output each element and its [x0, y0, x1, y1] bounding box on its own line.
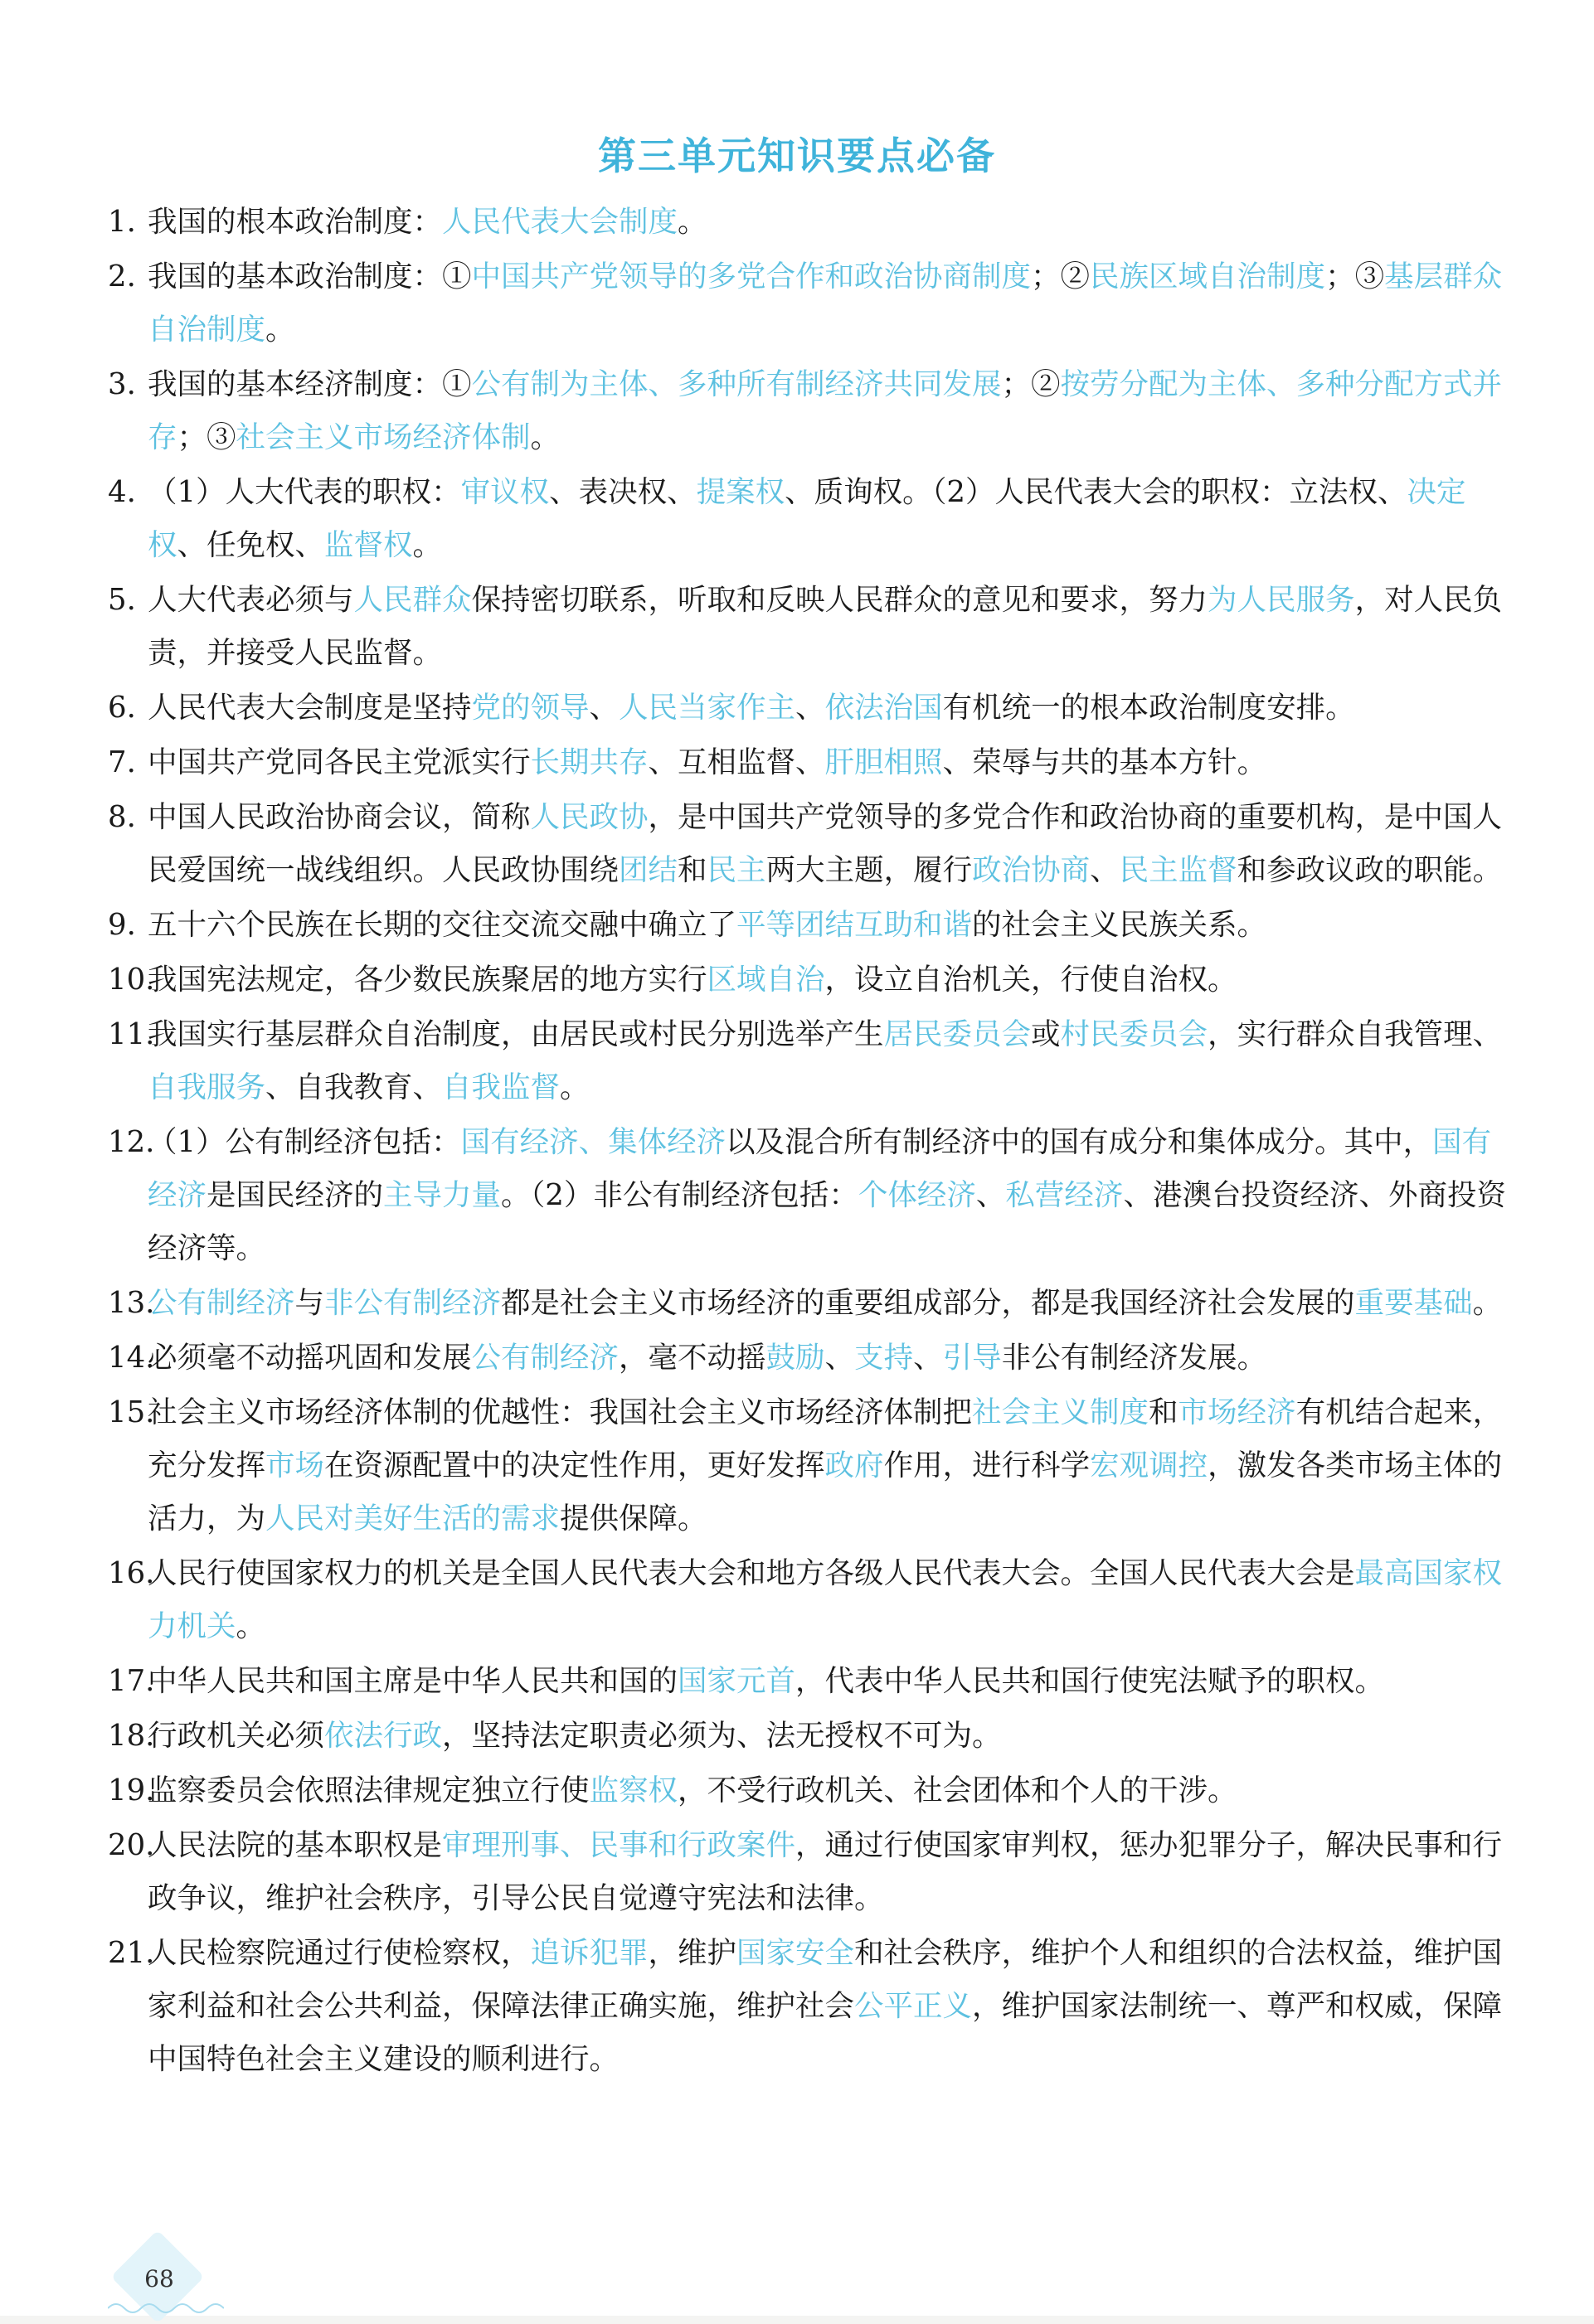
item-text — [148, 196, 1518, 249]
text-segment: 都是社会主义市场经济的重要组成部分，都是我国经济社会发展的 — [501, 1286, 1355, 1320]
text-segment: ，激发各类市场主体的活力，为 — [148, 1448, 1503, 1536]
answer-text: 人民代表大会制度 — [442, 205, 678, 239]
text-segment: 有机统一的根本政治制度安排。 — [942, 691, 1355, 725]
text-segment: 、 — [913, 1341, 943, 1375]
text-segment: 人民代表大会制度是坚持 — [148, 691, 472, 725]
answer-text: 审议权 — [460, 475, 550, 509]
text-segment: 中华人民共和国主席是中华人民共和国的 — [148, 1664, 678, 1698]
answer-text: 国家安全 — [736, 1936, 855, 1970]
item-text — [148, 1764, 1518, 1817]
text-segment: 、互相监督、 — [648, 745, 825, 779]
text-segment: 监察委员会依照法律规定独立行使 — [148, 1773, 590, 1807]
text-segment: ，实行群众自我管理、 — [1208, 1017, 1503, 1051]
answer-text: 公有制经济 — [471, 1341, 620, 1375]
answer-text: 居民委员会 — [883, 1017, 1032, 1051]
item-number: 19. — [108, 1773, 155, 1807]
answer-text: 市场经济 — [1178, 1395, 1296, 1429]
text-segment: 、荣辱与共的基本方针。 — [942, 745, 1267, 779]
text-segment: 和社会秩序，维护个人和组织的合法权益，维护国家利益和社会公共利益，保障法律正确实施，维护社会 — [148, 1936, 1503, 2023]
answer-text: 平等团结互助和谐 — [736, 908, 973, 942]
answer-text: 引导 — [942, 1341, 1002, 1375]
text-segment: 我国实行基层群众自治制度，由居民或村民分别选举产生 — [148, 1017, 884, 1051]
item-number: 3. — [108, 367, 136, 401]
list-item — [108, 358, 1518, 464]
item-number: 17. — [108, 1664, 155, 1698]
answer-text: 村民委员会 — [1060, 1017, 1208, 1051]
list-item — [108, 682, 1518, 735]
text-segment: 人民行使国家权力的机关是全国人民代表大会和地方各级人民代表大会。全国人民代表大会是 — [148, 1556, 1355, 1590]
list-item — [108, 1116, 1518, 1275]
list-item — [108, 1008, 1518, 1114]
list-item — [108, 953, 1518, 1007]
list-item — [108, 1710, 1518, 1763]
text-segment: 两大主题，履行 — [765, 853, 973, 887]
text-segment: 。 — [560, 1070, 590, 1104]
answer-text: 人民对美好生活的需求 — [265, 1502, 561, 1536]
list-item — [108, 1332, 1518, 1385]
decorative-wave-icon — [108, 2297, 224, 2313]
text-segment: 、 — [795, 691, 825, 725]
answer-text: 中国共产党领导的多党合作和政治协商制度 — [471, 260, 1032, 294]
item-number: 20. — [108, 1828, 155, 1862]
text-segment: ；② — [1001, 367, 1061, 401]
item-text — [148, 1386, 1518, 1545]
text-segment: ，维护国家法制统一、尊严和权威，保障中国特色社会主义建设的顺利进行。 — [148, 1989, 1503, 2076]
text-segment: 保持密切联系，听取和反映人民群众的意见和要求，努力 — [471, 583, 1208, 617]
item-text — [148, 953, 1518, 1007]
item-number: 7. — [108, 745, 136, 779]
item-number: 6. — [108, 691, 136, 725]
item-text — [148, 1710, 1518, 1763]
answer-text: 长期共存 — [530, 745, 649, 779]
text-segment: 、质询权。（2）人民代表大会的职权：立法权、 — [785, 475, 1407, 509]
text-segment: 作用，进行科学 — [883, 1448, 1091, 1482]
text-segment: 以及混合所有制经济中的国有成分和集体成分。其中， — [726, 1125, 1433, 1159]
item-text — [148, 466, 1518, 572]
answer-text: 基层群众自治制度 — [148, 260, 1503, 347]
text-segment: 我国的基本经济制度：① — [148, 367, 472, 401]
answer-text: 审理刑事、民事和行政案件 — [442, 1828, 796, 1862]
text-segment: ，通过行使国家审判权，惩办犯罪分子，解决民事和行政争议，维护社会秩序，引导公民自觉遵守宪法和法律。 — [148, 1828, 1503, 1915]
text-segment: 。（2）非公有制经济包括： — [501, 1178, 858, 1212]
answer-text: 鼓励 — [765, 1341, 825, 1375]
answer-text: 主导力量 — [383, 1178, 502, 1212]
text-segment: 行政机关必须 — [148, 1719, 325, 1753]
item-number: 11. — [108, 1017, 155, 1051]
item-text — [148, 682, 1518, 735]
list-item — [108, 574, 1518, 680]
answer-text: 民主监督 — [1119, 853, 1237, 887]
text-segment: 、 — [589, 691, 620, 725]
answer-text: 公有制经济 — [148, 1286, 295, 1320]
item-text — [148, 1008, 1518, 1114]
list-item — [108, 196, 1518, 249]
text-segment: ；② — [1031, 260, 1091, 294]
item-text — [148, 1927, 1518, 2086]
list-item — [108, 791, 1518, 897]
text-segment: 或 — [1031, 1017, 1061, 1051]
answer-text: 私营经济 — [1005, 1178, 1124, 1212]
item-text — [148, 899, 1518, 952]
page-number: 68 — [144, 2264, 174, 2292]
list-item — [108, 736, 1518, 789]
item-number: 18. — [108, 1719, 155, 1753]
text-segment: 、 — [975, 1178, 1006, 1212]
answer-text: 国家元首 — [678, 1664, 796, 1698]
answer-text: 支持 — [854, 1341, 914, 1375]
text-segment: ，设立自治机关，行使自治权。 — [824, 963, 1237, 997]
item-number: 16. — [108, 1556, 155, 1590]
answer-text: 公平正义 — [854, 1989, 973, 2023]
item-text — [148, 736, 1518, 789]
item-number: 8. — [108, 800, 136, 834]
answer-text: 监察权 — [589, 1773, 678, 1807]
text-segment: 、任免权、 — [177, 528, 325, 562]
list-item — [108, 899, 1518, 952]
page-title: 第三单元知识要点必备 — [598, 133, 996, 178]
answer-text: 区域自治 — [707, 963, 825, 997]
list-item — [108, 1819, 1518, 1925]
item-text — [148, 1277, 1518, 1330]
list-item — [108, 466, 1518, 572]
text-segment: 和 — [1149, 1395, 1178, 1429]
text-segment: 、港澳台投资经济、外商投资经济等。 — [148, 1178, 1506, 1265]
item-number: 15. — [108, 1395, 155, 1429]
text-segment: 提供保障。 — [560, 1502, 707, 1536]
text-segment: 、表决权、 — [549, 475, 697, 509]
answer-text: 自我监督 — [442, 1070, 561, 1104]
item-text — [148, 791, 1518, 897]
answer-text: 国有经济、集体经济 — [460, 1125, 727, 1159]
item-number: 21. — [108, 1936, 155, 1970]
answer-text: 肝胆相照 — [824, 745, 943, 779]
answer-text: 个体经济 — [858, 1178, 976, 1212]
list-item — [108, 1655, 1518, 1708]
text-segment: ，不受行政机关、社会团体和个人的干涉。 — [678, 1773, 1237, 1807]
text-segment: 中国共产党同各民主党派实行 — [148, 745, 531, 779]
text-segment: 我国的根本政治制度： — [148, 205, 443, 239]
knowledge-points-list — [108, 196, 1518, 2088]
answer-text: 依法行政 — [324, 1719, 443, 1753]
item-text — [148, 1819, 1518, 1925]
item-text — [148, 250, 1518, 357]
text-segment: 五十六个民族在长期的交往交流交融中确立了 — [148, 908, 737, 942]
answer-text: 人民政协 — [530, 800, 649, 834]
item-number: 9. — [108, 908, 136, 942]
list-item — [108, 1386, 1518, 1545]
list-item — [108, 1927, 1518, 2086]
text-segment: 我国的基本政治制度：① — [148, 260, 472, 294]
answer-text: 为人民服务 — [1208, 583, 1355, 617]
text-segment: 是国民经济的 — [207, 1178, 384, 1212]
text-segment: 人大代表必须与 — [148, 583, 354, 617]
item-text — [148, 1547, 1518, 1653]
text-segment: ，代表中华人民共和国行使宪法赋予的职权。 — [795, 1664, 1385, 1698]
answer-text: 团结 — [619, 853, 678, 887]
item-number: 14. — [108, 1341, 155, 1375]
answer-text: 人民当家作主 — [619, 691, 796, 725]
list-item — [108, 1277, 1518, 1330]
text-segment: （1）人大代表的职权： — [148, 475, 461, 509]
text-segment: 。 — [236, 1609, 266, 1643]
item-text — [148, 1655, 1518, 1708]
text-segment: ；③ — [1325, 260, 1385, 294]
item-text — [148, 358, 1518, 464]
text-segment: 。 — [530, 420, 561, 454]
text-segment: 。 — [678, 205, 707, 239]
text-segment: 、自我教育、 — [265, 1070, 443, 1104]
answer-text: 决定权 — [148, 475, 1466, 562]
item-text — [148, 1332, 1518, 1385]
answer-text: 追诉犯罪 — [530, 1936, 649, 1970]
item-number: 5. — [108, 583, 136, 617]
answer-text: 按劳分配为主体、多种分配方式并存 — [148, 367, 1503, 454]
answer-text: 公有制为主体、多种所有制经济共同发展 — [471, 367, 1002, 401]
list-item — [108, 1547, 1518, 1653]
text-segment: 人民法院的基本职权是 — [148, 1828, 443, 1862]
text-segment: ；③ — [177, 420, 236, 454]
answer-text: 依法治国 — [824, 691, 943, 725]
answer-text: 社会主义市场经济体制 — [236, 420, 531, 454]
answer-text: 最高国家权力机关 — [148, 1556, 1503, 1643]
text-segment: 中国人民政治协商会议，简称 — [148, 800, 531, 834]
text-segment: ，毫不动摇 — [619, 1341, 766, 1375]
text-segment: ，对人民负责，并接受人民监督。 — [148, 583, 1503, 670]
item-number: 2. — [108, 260, 136, 294]
item-number: 10. — [108, 963, 155, 997]
item-number: 4. — [108, 475, 136, 509]
text-segment: 社会主义市场经济体制的优越性：我国社会主义市场经济体制把 — [148, 1395, 973, 1429]
answer-text: 国有经济 — [148, 1125, 1492, 1212]
text-segment: 与 — [294, 1286, 325, 1320]
text-segment: 、 — [824, 1341, 855, 1375]
text-segment: 有机结合起来，充分发挥 — [148, 1395, 1503, 1482]
answer-text: 自我服务 — [148, 1070, 266, 1104]
list-item — [108, 1764, 1518, 1817]
answer-text: 市场 — [265, 1448, 325, 1482]
item-text — [148, 574, 1518, 680]
answer-text: 宏观调控 — [1090, 1448, 1208, 1482]
text-segment: ，坚持法定职责必须为、法无授权不可为。 — [442, 1719, 1002, 1753]
text-segment: 非公有制经济发展。 — [1001, 1341, 1267, 1375]
text-segment: 我国宪法规定，各少数民族聚居的地方实行 — [148, 963, 707, 997]
text-segment: 在资源配置中的决定性作用，更好发挥 — [324, 1448, 825, 1482]
item-text — [148, 1116, 1518, 1275]
text-segment: 。 — [1472, 1286, 1503, 1320]
text-segment: 。 — [412, 528, 443, 562]
answer-text: 提案权 — [696, 475, 785, 509]
answer-text: 政府 — [824, 1448, 884, 1482]
answer-text: 人民群众 — [353, 583, 472, 617]
text-segment: 和 — [678, 853, 707, 887]
answer-text: 党的领导 — [471, 691, 590, 725]
item-number: 13. — [108, 1286, 155, 1320]
answer-text: 政治协商 — [972, 853, 1091, 887]
text-segment: （1）公有制经济包括： — [148, 1125, 461, 1159]
text-segment: 和参政议政的职能。 — [1237, 853, 1503, 887]
text-segment: 人民检察院通过行使检察权， — [148, 1936, 531, 1970]
item-number: 12. — [108, 1125, 155, 1159]
answer-text: 重要基础 — [1354, 1286, 1473, 1320]
text-segment: 的社会主义民族关系。 — [972, 908, 1267, 942]
text-segment: 。 — [265, 313, 295, 347]
answer-text: 非公有制经济 — [324, 1286, 502, 1320]
text-segment: 、 — [1090, 853, 1120, 887]
item-number: 1. — [108, 205, 136, 239]
answer-text: 民主 — [707, 853, 766, 887]
text-segment: 必须毫不动摇巩固和发展 — [148, 1341, 472, 1375]
text-segment: ，维护 — [648, 1936, 737, 1970]
list-item — [108, 250, 1518, 357]
text-segment: ，是中国共产党领导的多党合作和政治协商的重要机构，是中国人民爱国统一战线组织。人民政协围绕 — [148, 800, 1503, 887]
answer-text: 监督权 — [324, 528, 413, 562]
answer-text: 民族区域自治制度 — [1090, 260, 1326, 294]
answer-text: 社会主义制度 — [972, 1395, 1149, 1429]
